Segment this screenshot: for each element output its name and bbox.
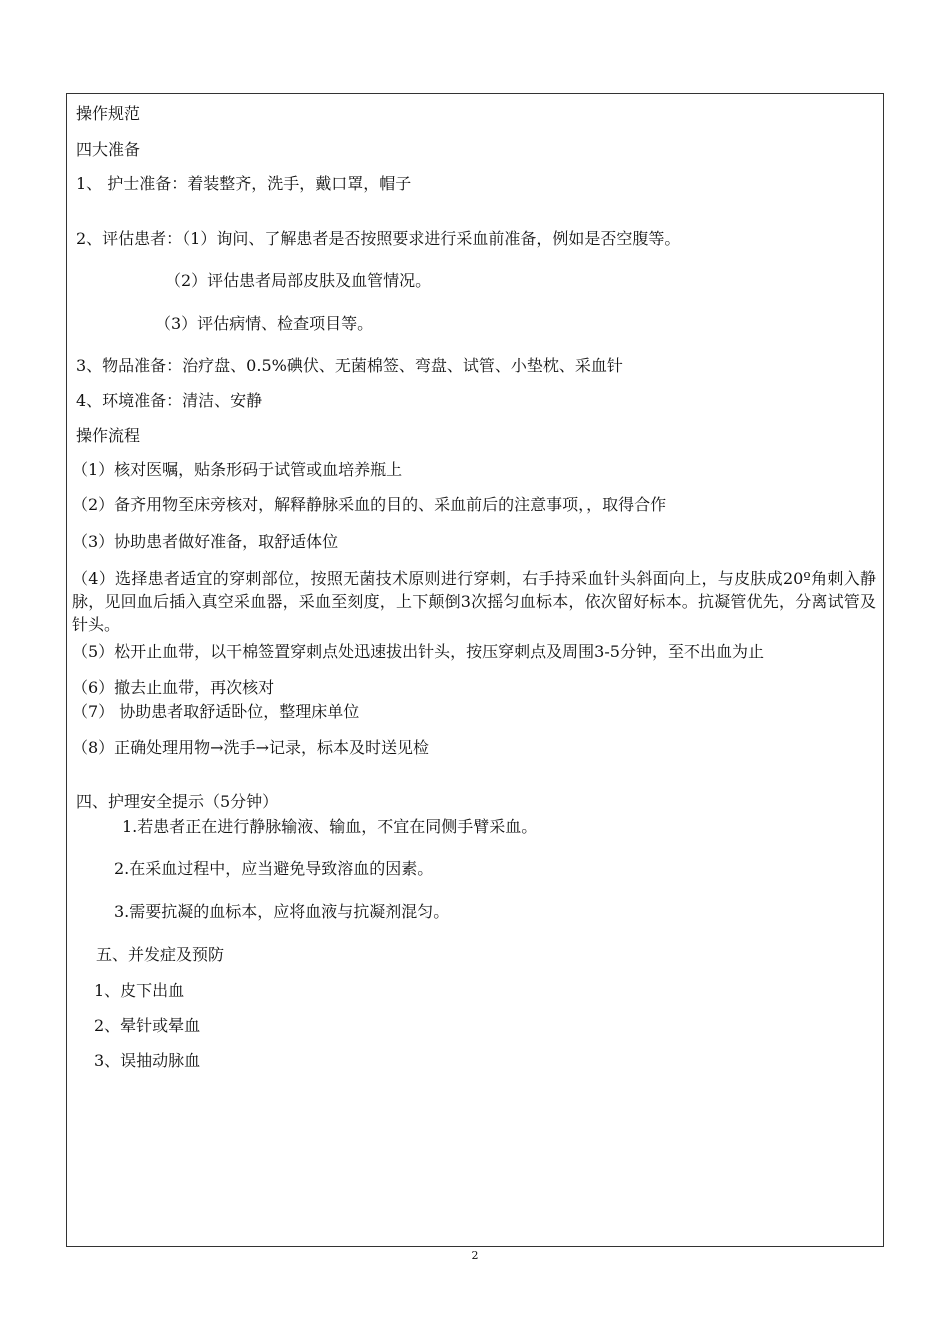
- flow-step: （1）核对医嘱，贴条形码于试管或血培养瓶上: [72, 460, 403, 479]
- safety-heading: 四、护理安全提示（5分钟）: [76, 792, 279, 811]
- flow-step: （5）松开止血带，以干棉签置穿刺点处迅速拔出针头，按压穿刺点及周围3-5分钟，至不出血为止: [72, 642, 764, 661]
- complication-item: 1、皮下出血: [94, 981, 185, 1000]
- prep-item: （3）评估病情、检查项目等。: [155, 314, 374, 333]
- prep-item: （2）评估患者局部皮肤及血管情况。: [165, 271, 432, 290]
- flow-step: （3）协助患者做好准备，取舒适体位: [72, 532, 339, 551]
- complications-heading: 五、并发症及预防: [96, 945, 225, 964]
- flow-step: （6）撤去止血带，再次核对: [72, 678, 275, 697]
- safety-item: 2.在采血过程中，应当避免导致溶血的因素。: [114, 859, 434, 878]
- flow-step: （2）备齐用物至床旁核对，解释静脉采血的目的、采血前后的注意事项，，取得合作: [72, 495, 667, 514]
- safety-item: 1.若患者正在进行静脉输液、输血，不宜在同侧手臂采血。: [122, 817, 538, 836]
- document-frame: [66, 93, 884, 1247]
- flow-heading: 操作流程: [76, 426, 141, 445]
- prep-item: 4、环境准备：清洁、安静: [76, 391, 263, 410]
- complication-item: 3、误抽动脉血: [94, 1051, 201, 1070]
- safety-item: 3.需要抗凝的血标本，应将血液与抗凝剂混匀。: [114, 902, 450, 921]
- prep-heading: 四大准备: [76, 140, 141, 159]
- section-title: 操作规范: [76, 104, 141, 123]
- page-number: 2: [471, 1249, 479, 1262]
- flow-step: （7） 协助患者取舒适卧位，整理床单位: [72, 702, 360, 721]
- prep-item: 3、物品准备：治疗盘、0.5%碘伏、无菌棉签、弯盘、试管、小垫枕、采血针: [76, 356, 623, 375]
- flow-step: （4）选择患者适宜的穿刺部位，按照无菌技术原则进行穿刺，右手持采血针头斜面向上，与皮肤成20º角刺入静脉，见回血后插入真空采血器，采血至刻度，上下颠倒3次摇匀血标本，依次留好标本。抗凝管优先，分离试管及针头。: [72, 569, 876, 634]
- flow-step: （8）正确处理用物→洗手→记录，标本及时送见检: [72, 738, 429, 757]
- prep-item: 2、评估患者：（1）询问、了解患者是否按照要求进行采血前准备，例如是否空腹等。: [76, 229, 681, 248]
- prep-item: 1、 护士准备：着装整齐，洗手，戴口罩，帽子: [76, 174, 412, 193]
- complication-item: 2、晕针或晕血: [94, 1016, 201, 1035]
